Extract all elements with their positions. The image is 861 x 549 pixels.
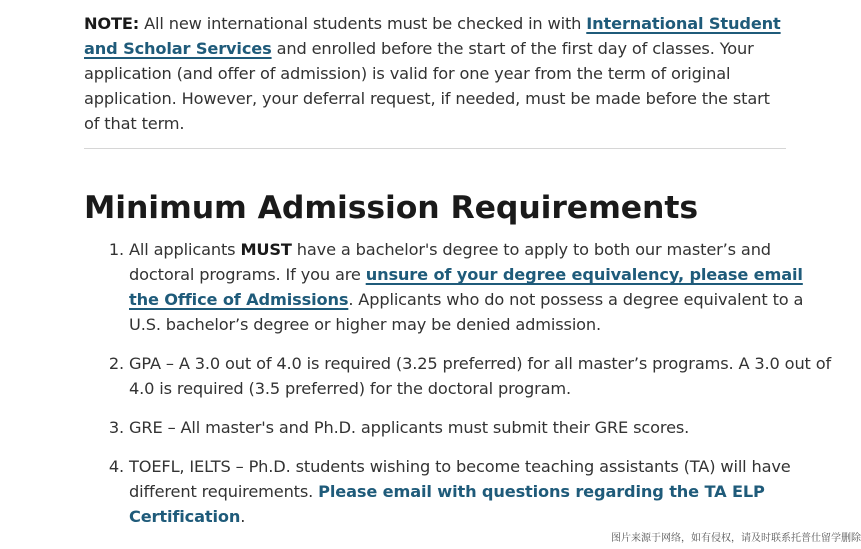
note-text-before-link: All new international students must be checked in with <box>139 14 587 33</box>
note-text-after-link: and enrolled before the start of the first day of classes. Your application (and offer of admission) is valid for one year from the term of original application. However, your deferral request, if needed, must be made before the start of that term. <box>84 39 770 133</box>
section-divider <box>84 148 786 149</box>
degree-equivalency-link[interactable]: unsure of your degree equivalency, please email the Office of Admissions <box>129 265 803 309</box>
req3-text: GRE – All master's and Ph.D. applicants must submit their GRE scores. <box>129 418 690 437</box>
req1-text-after-link: . Applicants who do not possess a degree equivalent to a U.S. bachelor’s degree or higher may be denied admission. <box>129 290 804 334</box>
requirement-item-3 <box>129 415 835 440</box>
requirement-item-4 <box>129 454 835 529</box>
isss-link[interactable]: International Student and Scholar Services <box>84 14 781 58</box>
note-label: NOTE: <box>84 14 140 33</box>
req4-text-after-link: . <box>240 507 246 526</box>
note-block <box>84 11 790 136</box>
watermark-text: 图片来源于网络，如有侵权，请及时联系托普仕留学删除 <box>611 533 861 544</box>
ta-elp-certification-link[interactable]: Please email with questions regarding the TA ELP Certification <box>129 482 765 526</box>
requirement-item-1 <box>129 237 835 337</box>
note-paragraph <box>84 11 790 136</box>
req1-text-before-bold: All applicants <box>129 240 241 259</box>
req1-bold-must: MUST <box>240 240 292 259</box>
req4-text-before-link: TOEFL, IELTS – Ph.D. students wishing to become teaching assistants (TA) will have different requirements. <box>129 457 791 501</box>
requirements-list <box>84 237 835 543</box>
req2-text: GPA – A 3.0 out of 4.0 is required (3.25 preferred) for all master’s programs. A 3.0 out of 4.0 is required (3.5 preferred) for the doctoral program. <box>129 354 832 398</box>
requirement-item-2 <box>129 351 835 401</box>
req1-text-after-bold: have a bachelor's degree to apply to both our master’s and doctoral programs. If you are <box>129 240 771 284</box>
section-heading: Minimum Admission Requirements <box>84 190 698 226</box>
